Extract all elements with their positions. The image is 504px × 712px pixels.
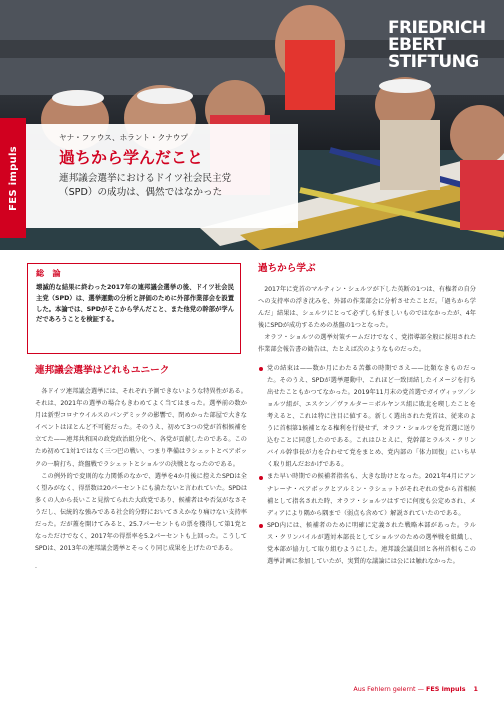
paragraph: 各ドイツ連邦議会選挙には、それぞれ予測できないような特異性がある。それは、2021年の選挙の場合もきわめてよく当てはまった。選挙前の数か月は新型コロナウイルスのパンデミックの影響で、閉めかった部屋で大きなイベントはほとんど不可能だった。そのうえ、初めて3つの党が首相候補を立てた——連邦共和国の政党政治組分化へ、各党が貢献したのである。このため初めて1対1ではなく三つ巴の戦い、つまり準備はラシェットとベアボックの一騎打ち、終盤戦でラシェットとショルツの決戦となったのである。 <box>35 388 247 468</box>
section-heading: 連邦議会選挙はどれもユニーク <box>35 365 170 376</box>
side-tab <box>0 118 26 238</box>
paragraph: この例外的で変則的な力関係のなかで、選挙を4か月後に控えたSPDは全く望みがなく、得票数は20パーセントにも満たないと言われていた。SPDは多くの人から長いこと見捨てられた大政党であり、候補者はや否気がなさそうだし、伝統的な強みである社会的分野においてさえかなり痛けない支持率だった。だが蓋を開けてみると、25.7パーセントもの票を獲得して第1党となっただけでなく、2017年の得票率を5.2パーセントも上回った。こうしてSPDは、2013年の連邦議会選挙とそっくり同じ成果を上げたのである。 <box>35 472 247 553</box>
left-column <box>35 364 247 573</box>
section-heading: 過ちから学ぶ <box>258 263 316 274</box>
list-item: また早い時期での候補者指名も、大きな助けとなった。2021年4月にアンナレーナ・ベアボックとアルミン・ラシェットがそれぞれの党から首相候補として指名された時、オラフ・ショルツはすでに何度も公定めされ、メディアにより隅から隅まで（弱点も含めて）解説されていたのである。 <box>258 471 476 519</box>
page-footer <box>353 685 478 693</box>
footer-series: Aus Fehlern gelernt — <box>353 685 427 693</box>
paragraph: 2017年に党首のマルティン・シュルツが下した英断の1つは、有権者の自分への支持率の浮き沈みを、外部の作業部会に分析させたことだ。「過ちから学んだ」結果は、シュルツにとって必ずしも好ましいものではなかったが、4年後にSPDが成功するための基盤の1つとなった。 <box>258 286 476 330</box>
logo-line: EBERT <box>388 35 446 55</box>
recommendation-list <box>258 363 476 569</box>
subtitle-line: 連邦議会選挙におけるドイツ社会民主党 <box>59 173 232 184</box>
page-number: 1 <box>473 685 478 693</box>
footer-brand: FES impuls <box>426 685 466 693</box>
trailing-mark: . <box>35 563 37 571</box>
paragraph: オラフ・ショルツの選挙対策チームだけでなく、党指導部全般に採用された作業部会報告書の勧告は、たとえば次のようなものだった。 <box>258 334 476 354</box>
authors: ヤナ・ファウス、ホラント・クナウプ <box>59 133 188 142</box>
title-box <box>26 124 298 228</box>
side-tab-label: FES impuls <box>7 145 19 211</box>
logo-line: FRIEDRICH <box>388 18 486 38</box>
summary-label: 総 論 <box>36 268 61 278</box>
subtitle-line: （SPD）の成功は、偶然ではなかった <box>59 187 223 198</box>
summary-box <box>27 263 241 354</box>
subtitle <box>59 172 288 200</box>
summary-text: 壊滅的な結果に終わった2017年の連邦議会選挙の後、ドイツ社会民主党（SPD）は、選挙運動の分析と評価のために外部作業部会を設置した。本論では、SPDがそこから学んだこと、また他党の幹部が学んだであろうことを検証する。 <box>36 284 234 324</box>
list-item: 党の結束は——数か月にわたる苦難の時期でさえ——比類なきものだった。そのうえ、SPDが選挙運動中、これほど一致団結したイメージを打ち出せたこともかつてなかった。2019年11月末の党首選でガイヴィッツ／ショルツ組が、エスケン／ヴァルター＝ボルヤンス組に敗北を喫したことを考えると、これは特に注目に値する。新しく選出された党首は、従来のように首相第1候補となる権利を行使せず、オラフ・ショルツを党首選に送り込むことに同意したのである。これはひとえに、党幹部とラルス・クリンバイル幹事長が力を合わせて党をまとめ、党内部の「体力回復」にいち早く取り組んだおかげである。 <box>258 363 476 472</box>
hero-photo <box>0 0 504 250</box>
right-column <box>258 262 476 568</box>
page-title: 過ちから学んだこと <box>59 148 204 167</box>
list-item: SPD内には、候補者のために明確に定義された戦略本部があった。ラルス・クリンバイルが選対本部長としてショルツのための選挙戦を組織し、党本部が協力して取り組むようにした。連邦議会議員団と各州首相もこの選挙計画に参加していたが、実質的な議論には公には触れなかった。 <box>258 520 476 568</box>
fes-logo <box>388 20 484 71</box>
logo-line: STIFTUNG <box>388 52 479 72</box>
